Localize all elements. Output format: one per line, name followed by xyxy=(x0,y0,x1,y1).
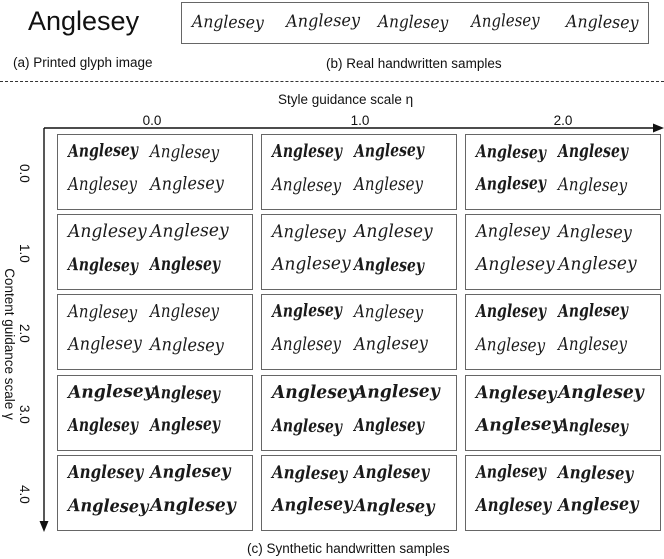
sample-cell xyxy=(57,455,253,531)
synthetic-sample: Anglesey xyxy=(68,175,138,195)
synthetic-sample: Anglesey xyxy=(557,494,639,516)
synthetic-sample: Anglesey xyxy=(475,414,562,436)
synthetic-sample: Anglesey xyxy=(558,335,628,355)
synthetic-sample: Anglesey xyxy=(354,222,433,242)
synthetic-sample: Anglesey xyxy=(272,383,358,403)
synthetic-sample: Anglesey xyxy=(150,496,236,516)
sample-cell xyxy=(465,375,661,451)
x-tick-label: 1.0 xyxy=(350,113,370,128)
synthetic-sample: Anglesey xyxy=(149,173,225,195)
synthetic-sample: Anglesey xyxy=(558,142,628,162)
synthetic-sample: Anglesey xyxy=(68,463,144,483)
synthetic-sample: Anglesey xyxy=(558,383,644,403)
caption-real: (b) Real handwritten samples xyxy=(326,56,502,71)
sample-cell xyxy=(57,214,253,290)
synthetic-sample: Anglesey xyxy=(271,300,343,322)
y-tick-label: 3.0 xyxy=(17,405,32,424)
sample-cell xyxy=(261,214,457,290)
synthetic-sample: Anglesey xyxy=(150,255,220,275)
synthetic-sample: Anglesey xyxy=(149,335,225,357)
real-sample: Anglesey xyxy=(191,12,264,34)
synthetic-sample: Anglesey xyxy=(353,255,425,277)
x-axis-arrowhead xyxy=(653,124,664,133)
synthetic-sample: Anglesey xyxy=(271,494,353,516)
synthetic-sample: Anglesey xyxy=(353,496,435,518)
synthetic-sample: Anglesey xyxy=(353,333,429,355)
sample-cell xyxy=(465,214,661,290)
synthetic-sample: Anglesey xyxy=(557,253,637,275)
y-tick-label: 0.0 xyxy=(17,164,32,183)
sample-cell xyxy=(261,455,457,531)
synthetic-sample: Anglesey xyxy=(557,300,629,322)
y-tick-label: 1.0 xyxy=(17,244,32,263)
sample-cell xyxy=(261,134,457,210)
synthetic-sample: Anglesey xyxy=(353,381,440,403)
synthetic-sample: Anglesey xyxy=(475,383,557,405)
synthetic-sample: Anglesey xyxy=(354,175,424,195)
y-tick-label: 2.0 xyxy=(17,324,32,343)
synthetic-sample: Anglesey xyxy=(149,220,229,242)
sample-cell xyxy=(261,375,457,451)
y-tick-label: 4.0 xyxy=(17,485,32,504)
synthetic-sample: Anglesey xyxy=(67,381,154,403)
printed-glyph-image: Anglesey xyxy=(28,6,140,36)
synthetic-sample: Anglesey xyxy=(67,496,149,518)
synthetic-sample: Anglesey xyxy=(353,140,425,162)
synthetic-sample: Anglesey xyxy=(475,173,547,195)
y-axis-title: Content guidance scale γ xyxy=(2,268,17,420)
synthetic-sample: Anglesey xyxy=(475,335,546,357)
synthetic-sample: Anglesey xyxy=(354,416,424,436)
synthetic-sample: Anglesey xyxy=(271,175,342,197)
synthetic-sample: Anglesey xyxy=(271,416,343,438)
real-sample: Anglesey xyxy=(377,12,449,34)
synthetic-sample: Anglesey xyxy=(476,302,546,322)
caption-printed: (a) Printed glyph image xyxy=(13,55,153,70)
sample-cell xyxy=(261,294,457,370)
synthetic-sample: Anglesey xyxy=(272,335,342,355)
sample-cell xyxy=(57,294,253,370)
synthetic-sample: Anglesey xyxy=(271,463,348,485)
synthetic-sample: Anglesey xyxy=(271,253,351,275)
synthetic-sample: Anglesey xyxy=(476,496,552,516)
synthetic-sample: Anglesey xyxy=(67,302,138,324)
synthetic-sample: Anglesey xyxy=(557,463,634,485)
sample-cell xyxy=(465,455,661,531)
x-axis-title: Style guidance scale η xyxy=(278,92,414,107)
real-sample: Anglesey xyxy=(470,10,540,32)
caption-synthetic: (c) Synthetic handwritten samples xyxy=(247,541,450,556)
synthetic-sample: Anglesey xyxy=(68,416,138,436)
x-tick-label: 2.0 xyxy=(553,113,573,128)
x-tick-label: 0.0 xyxy=(142,113,162,128)
synthetic-sample: Anglesey xyxy=(475,461,547,483)
synthetic-sample: Anglesey xyxy=(67,140,139,162)
sample-cell xyxy=(465,134,661,210)
section-divider xyxy=(0,81,664,82)
synthetic-sample: Anglesey xyxy=(67,255,139,277)
synthetic-sample: Anglesey xyxy=(475,220,551,242)
sample-cell xyxy=(57,375,253,451)
synthetic-sample: Anglesey xyxy=(353,302,424,324)
synthetic-sample: Anglesey xyxy=(475,142,547,164)
synthetic-sample: Anglesey xyxy=(271,222,347,244)
synthetic-sample: Anglesey xyxy=(354,463,430,483)
synthetic-sample: Anglesey xyxy=(476,255,555,275)
synthetic-sample: Anglesey xyxy=(272,142,342,162)
synthetic-sample: Anglesey xyxy=(149,461,231,483)
sample-cell xyxy=(465,294,661,370)
synthetic-sample: Anglesey xyxy=(557,222,633,244)
real-sample: Anglesey xyxy=(285,10,361,32)
synthetic-sample: Anglesey xyxy=(149,142,220,164)
real-sample: Anglesey xyxy=(565,12,639,34)
synthetic-sample: Anglesey xyxy=(557,416,629,438)
synthetic-sample: Anglesey xyxy=(149,383,221,405)
synthetic-sample: Anglesey xyxy=(67,333,143,355)
synthetic-sample: Anglesey xyxy=(557,175,628,197)
synthetic-sample: Anglesey xyxy=(149,414,221,436)
synthetic-sample: Anglesey xyxy=(150,302,220,322)
sample-cell xyxy=(57,134,253,210)
synthetic-sample: Anglesey xyxy=(68,222,147,242)
y-axis-arrowhead xyxy=(40,521,49,532)
real-samples-box xyxy=(181,2,649,44)
